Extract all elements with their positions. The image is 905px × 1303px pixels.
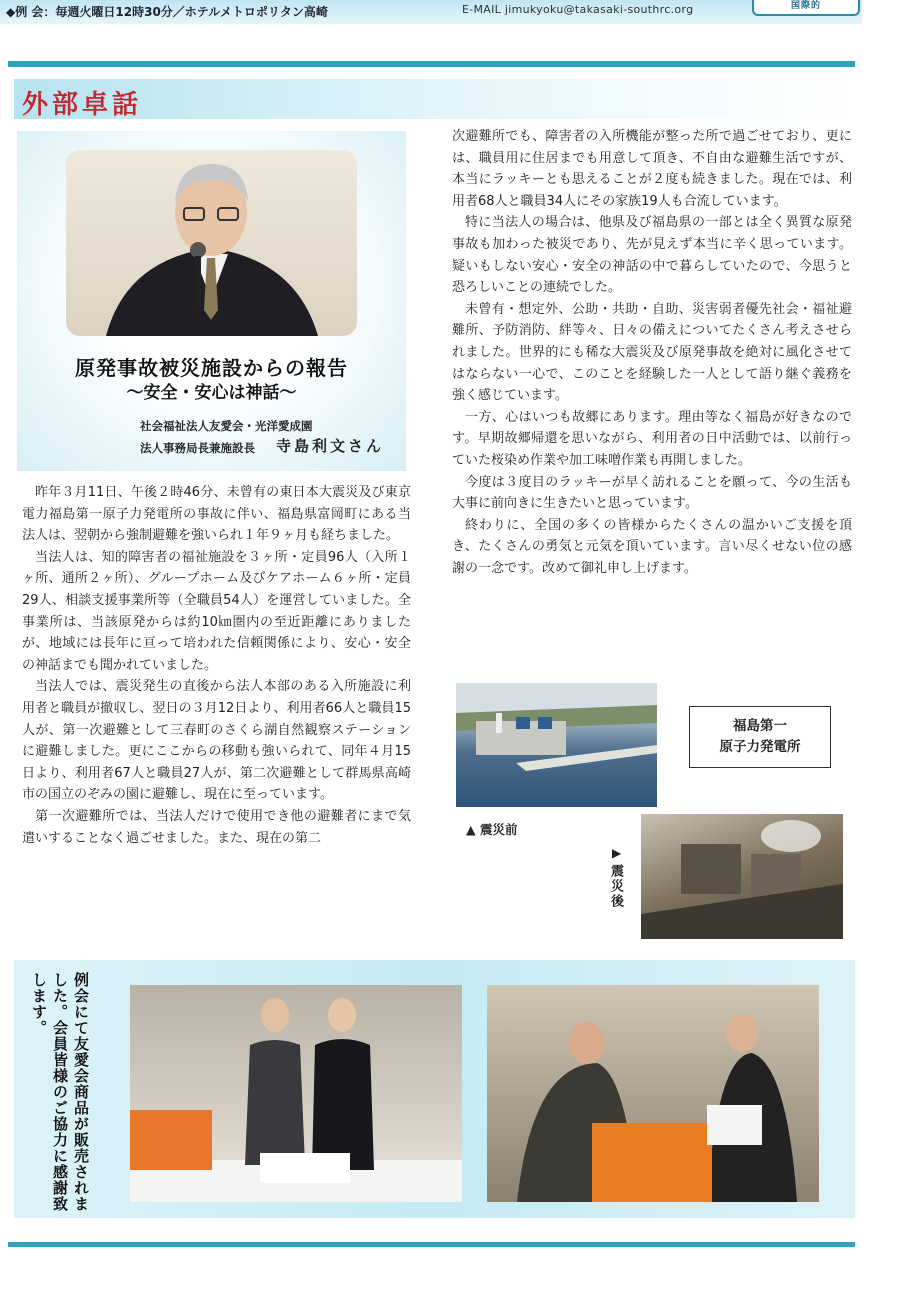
caption-after-marker: ▶ <box>612 846 622 860</box>
caption-before: ▲ 震災前 <box>466 822 518 837</box>
bottom-divider <box>8 1242 855 1247</box>
article-column-right <box>452 126 852 579</box>
article-column-left <box>22 482 411 849</box>
article-title: 原発事故被災施設からの報告 <box>75 356 348 380</box>
paragraph: 一方、心はいつも故郷にあります。理由等なく福島が好きなのです。早期故郷帰還を思いながら、利用者の日中活動では、以前行っていた桜染め作業や加工味噌作業も再開しました。 <box>452 409 852 468</box>
paragraph: 昨年３月11日、午後２時46分、未曾有の東日本大震災及び東京電力福島第一原子力発電所の事故に伴い、福島県富岡町にある当法人は、翌朝から強制避難を強いられ１年９ヶ月も経ちました。 <box>22 485 411 544</box>
speaker-name: 寺島利文さん <box>276 437 385 455</box>
paragraph-continued: 次避難所でも、障害者の入所機能が整った所で過ごせており、更には、職員用に住居までも用意して頂き、不自由な避難生活ですが、本当にラッキーとも思えることが２度も続きました。現在では、利用者68人と職員34人にその家族19人も合流しています。 <box>452 129 852 209</box>
paragraph: 特に当法人の場合は、他県及び福島県の一部とは全く異質な原発事故も加わった被災であり、先が見えず本当に辛く思っています。疑いもしない安心・安全の神話の中で暮らしていたので、今思うと恐ろしいことの連続でした。 <box>452 215 852 296</box>
paragraph: 第一次避難所では、当法人だけで使用でき他の避難者にまで気遣いすることなく過ごせました。また、現在の第二 <box>22 808 411 846</box>
event-photo-members <box>130 985 462 1202</box>
paragraph: 当法人は、知的障害者の福祉施設を３ヶ所・定員96人（入所１ヶ所、通所２ヶ所）、グループホーム及びケアホーム６ヶ所・定員29人、相談支援事業所等（全職員54人）を運営していました。全事業所は、当該原発からは約10㎞圏内の至近距離にありましたが、地域には長年に亘って培われた信頼関係により、安心・安全の神話までも聞かれていました。 <box>22 549 411 673</box>
top-divider <box>8 61 855 67</box>
paragraph: 今度は３度目のラッキーが早く訪れることを願って、今の生活も大事に前向きに生きたいと思っています。 <box>452 474 852 512</box>
article-subtitle: ～安全・安心は神話～ <box>126 383 297 403</box>
event-photo-sales <box>487 985 819 1202</box>
plant-name-line1: 福島第一 <box>733 718 787 734</box>
plant-before-photo <box>456 683 657 807</box>
plant-after-photo <box>641 814 843 939</box>
plant-after-illustration <box>641 814 843 939</box>
section-title: 外部卓話 <box>22 90 143 120</box>
plant-before-illustration <box>456 683 657 807</box>
speaker-illustration <box>66 150 357 336</box>
paragraph: 終わりに、全国の多くの皆様からたくさんの温かいご支援を頂き、たくさんの勇気と元気を頂いています。言い尽くせない位の感謝の一念です。改めて御礼申し上げます。 <box>452 517 852 576</box>
plant-name-box <box>689 706 831 768</box>
event-photo-1-illustration <box>130 985 462 1202</box>
meeting-info: ◆例 会：毎週火曜日12時30分／ホテルメトロポリタン高崎 <box>6 5 328 19</box>
header-badge <box>752 0 860 16</box>
speaker-organization: 社会福祉法人友愛会・光洋愛成園 <box>140 419 313 433</box>
paragraph: 未曾有・想定外、公助・共助・自助、災害弱者優先社会・福祉避難所、予防消防、絆等々、日々の備えについてたくさん考えさせられました。世界的にも稀な大震災及び原発事故を絶対に風化させてはならない一心で、このことを経験した一人として語り継ぐ義務を強く感じています。 <box>452 301 852 404</box>
header-badge-text: 国際的 <box>790 1 821 11</box>
email-address: E-MAIL jimukyoku@takasaki-southrc.org <box>462 3 694 16</box>
top-header-bar <box>0 0 862 24</box>
event-photo-2-illustration <box>487 985 819 1202</box>
speaker-position: 法人事務局長兼施設長 <box>140 441 255 455</box>
paragraph: 当法人では、震災発生の直後から法人本部のある入所施設に利用者と職員が撤収し、翌日の３月12日より、利用者66人と職員15人が、第一次避難として三春町のさくら湖自然観察ステーションに避難しました。更にここからの移動も強いられて、同年４月15日より、利用者67人と職員27人が、第二次避難として群馬県高崎市の国立のぞみの園に避難し、現在に至っています。 <box>22 679 411 803</box>
speaker-photo <box>66 150 357 336</box>
plant-name-line2: 原子力発電所 <box>719 739 801 755</box>
event-caption: 例会にて友愛会商品が販売されました。会員皆様のご協力に感謝致します。 <box>30 972 90 1212</box>
caption-after: 震災後 <box>608 864 623 909</box>
